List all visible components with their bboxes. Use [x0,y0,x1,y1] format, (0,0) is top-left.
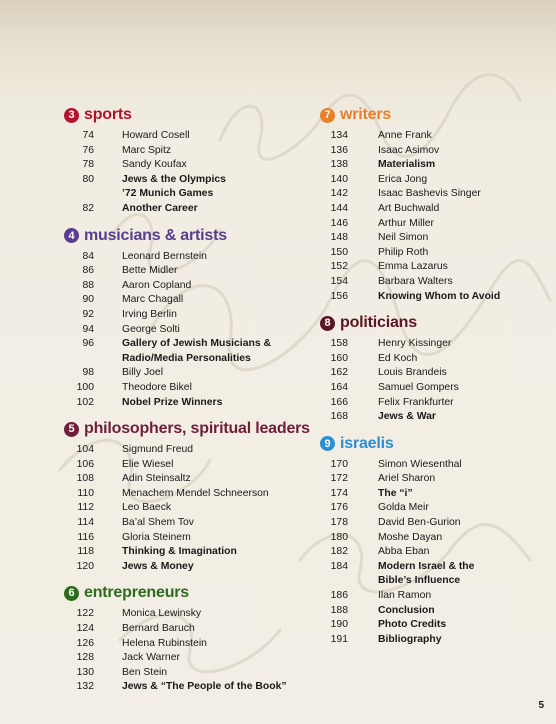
entry-page-number: 144 [330,202,348,214]
toc-entry[interactable] [320,144,550,159]
toc-entry[interactable] [320,501,550,516]
entry-title [94,337,314,366]
entry-title-line: Bibliography [378,633,442,645]
entry-page-number: 156 [330,290,348,302]
entry-title [94,651,314,666]
entry-page-number: 122 [76,608,94,620]
entry-title-line: David Ben-Gurion [378,517,461,529]
toc-entry[interactable] [64,250,314,265]
toc-entry[interactable] [64,516,314,531]
section-number-badge: 7 [320,108,335,123]
entry-title [348,501,550,516]
entry-title [348,366,550,381]
toc-entry[interactable] [64,144,314,159]
entry-title [348,158,550,173]
entry-title [94,323,314,338]
toc-entry[interactable] [320,381,550,396]
entry-page-number: 108 [76,473,94,485]
toc-entry[interactable] [320,472,550,487]
entry-title [94,560,314,575]
section-title: writers [340,106,392,123]
entry-page-number: 154 [330,275,348,287]
entry-title [94,129,314,144]
entry-title [348,217,550,232]
toc-entry[interactable] [320,275,550,290]
entry-title-line: Monica Lewinsky [122,608,202,620]
entry-title-line: Elie Wiesel [122,458,174,470]
entry-title [348,516,550,531]
entry-title [348,202,550,217]
section-number-badge: 5 [64,422,79,437]
entry-page-number: 96 [82,338,94,350]
section-heading [64,582,314,604]
entry-page-number: 106 [76,458,94,470]
entry-title-line: Howard Cosell [122,130,190,141]
entry-title [348,290,550,305]
toc-entry[interactable] [64,666,314,681]
entry-page-number: 110 [77,487,94,499]
entry-page-number: 86 [82,265,94,277]
entry-title [94,264,314,279]
entry-title-line: Ariel Sharon [378,473,436,485]
entry-title [94,622,314,637]
toc-entry[interactable] [64,337,314,366]
entry-title [348,531,550,546]
entry-page-number: 120 [76,560,94,572]
toc-entry[interactable] [320,589,550,604]
entry-title [348,458,550,473]
toc-entry[interactable] [320,487,550,502]
entry-page-number: 132 [76,681,94,693]
toc-entry[interactable] [64,129,314,144]
entry-page-number: 150 [330,246,348,258]
toc-entry[interactable] [64,531,314,546]
entry-title [94,173,314,202]
toc-entry[interactable] [64,622,314,637]
section-heading [320,104,550,126]
entry-title-line: Jews & the Olympics [122,173,226,185]
entry-page-number: 104 [76,444,94,456]
entry-title [94,516,314,531]
toc-entry[interactable] [320,173,550,188]
entry-title [348,604,550,619]
toc-entry[interactable] [320,458,550,473]
toc-entry[interactable] [320,545,550,560]
toc-entry[interactable] [64,487,314,502]
entry-title [348,231,550,246]
toc-section [64,225,314,411]
entry-title-line: Ben Stein [122,666,168,678]
toc-entry[interactable] [320,396,550,411]
entry-page-number: 130 [76,666,94,678]
entry-title-line: Ed Koch [378,352,418,364]
entry-title-line: Helena Rubinstein [122,637,207,649]
entry-page-number: 118 [77,546,94,558]
entry-page-number: 160 [330,352,348,364]
toc-entry[interactable] [64,545,314,560]
left-column [64,104,314,703]
entry-title-line: Abba Eban [378,546,430,558]
toc-entry[interactable] [320,246,550,261]
entry-title [94,366,314,381]
entry-title [94,487,314,502]
entry-page-number: 178 [330,517,348,529]
entry-title-line: Louis Brandeis [378,367,447,379]
toc-entry[interactable] [64,472,314,487]
section-title: politicians [340,314,417,332]
toc-entry[interactable] [64,381,314,396]
toc-section [320,104,550,304]
toc-entry[interactable] [320,158,550,173]
entry-title-line: Conclusion [378,604,435,616]
entry-title-line: Arthur Miller [378,217,435,229]
section-number-badge: 9 [320,436,335,451]
entry-title [348,129,550,144]
toc-entry[interactable] [320,618,550,633]
toc-entry[interactable] [320,337,550,352]
toc-entry[interactable] [64,366,314,381]
entry-title [348,487,550,502]
entry-page-number: 112 [77,502,94,514]
toc-entry[interactable] [64,308,314,323]
entry-title [94,308,314,323]
entry-page-number: 184 [330,560,348,572]
entry-title [94,545,314,560]
right-column [320,104,550,655]
entry-title [94,472,314,487]
entry-title-line: Radio/Media Personalities [122,352,251,364]
toc-entry[interactable] [64,637,314,652]
entry-page-number: 190 [330,619,348,631]
entry-title [94,158,314,173]
section-heading [64,418,314,440]
toc-entry[interactable] [320,352,550,367]
toc-entry[interactable] [64,458,314,473]
entry-page-number: 164 [330,381,348,393]
entry-page-number: 126 [76,637,94,649]
section-number-badge: 3 [64,108,79,123]
entry-title-line: Photo Credits [378,619,447,631]
entry-title-line: Henry Kissinger [378,338,452,350]
toc-entry[interactable] [64,651,314,666]
entry-title-line: Jack Warner [122,652,180,664]
entry-title-line: Materialism [378,159,436,171]
entry-page-number: 114 [77,517,94,529]
section-heading [64,225,314,247]
entry-title-line: Jews & “The People of the Book” [122,681,287,693]
entry-title-line: Art Buchwald [378,202,440,214]
entry-title-line: Bible’s Influence [378,575,461,587]
toc-entry[interactable] [64,443,314,458]
entry-title-line: Emma Lazarus [378,261,448,273]
toc-entry[interactable] [64,264,314,279]
entry-title [94,531,314,546]
entry-title [348,381,550,396]
entry-page-number: 142 [330,188,348,200]
section-title: israelis [340,434,394,452]
entry-title-line: Philip Roth [378,246,429,258]
toc-section [64,104,314,217]
entry-title-line: George Solti [122,323,180,335]
toc-entry[interactable] [64,680,314,695]
entry-page-number: 136 [330,144,348,156]
entry-title-line: Sigmund Freud [122,444,194,456]
entry-title-line: Knowing Whom to Avoid [378,290,501,302]
toc-entry[interactable] [64,173,314,202]
entry-title-line: ’72 Munich Games [122,188,214,200]
entry-title-line: Ba’al Shem Tov [122,517,195,529]
entry-title-line: Marc Chagall [122,294,184,306]
entry-page-number: 162 [330,367,348,379]
entry-title-line: Billy Joel [122,367,163,379]
entry-title-line: Anne Frank [378,130,432,141]
entry-page-number: 180 [330,531,348,543]
entry-title [94,637,314,652]
toc-entry[interactable] [64,323,314,338]
section-title: musicians & artists [84,226,227,244]
entry-title-line: Aaron Copland [122,279,192,291]
entry-title-line: Irving Berlin [122,308,177,320]
entry-page-number: 116 [77,531,94,543]
entry-title-line: Leonard Bernstein [122,250,207,262]
entry-page-number: 98 [82,367,94,379]
section-title: entrepreneurs [84,584,189,602]
entry-page-number: 152 [330,261,348,273]
toc-entry[interactable] [320,260,550,275]
entry-title [348,173,550,188]
entry-title-line: Samuel Gompers [378,381,459,393]
toc-entry[interactable] [320,187,550,202]
entry-title [348,187,550,202]
entry-title [348,396,550,411]
toc-entry[interactable] [320,366,550,381]
entry-title-line: Neil Simon [378,232,429,244]
entry-title-line: Thinking & Imagination [122,546,237,558]
entry-page-number: 170 [330,458,348,470]
toc-entry[interactable] [320,560,550,589]
entry-title-line: Gallery of Jewish Musicians & [122,338,271,350]
toc-entry[interactable] [320,129,550,144]
toc-entry[interactable] [320,217,550,232]
entry-title-line: Marc Spitz [122,144,172,156]
entry-page-number: 80 [82,173,94,185]
entry-page-number: 94 [82,323,94,335]
entry-title [94,293,314,308]
entry-title [94,607,314,622]
entry-title [94,680,314,695]
entry-title-line: Bette Midler [122,265,178,277]
toc-entry[interactable] [320,633,550,648]
entry-page-number: 182 [330,546,348,558]
toc-entry[interactable] [64,202,314,217]
entry-page-number: 124 [76,623,94,635]
entry-title [94,443,314,458]
entry-page-number: 128 [76,652,94,664]
entry-title [94,250,314,265]
entry-title-line: Modern Israel & the [378,560,475,572]
entry-title-line: Erica Jong [378,173,428,185]
entry-title-line: Nobel Prize Winners [122,396,223,408]
entry-title-line: Another Career [122,202,198,214]
entry-title-line: Simon Wiesenthal [378,458,462,470]
entry-title-line: Isaac Asimov [378,144,440,156]
toc-entry[interactable] [64,560,314,575]
toc-entry[interactable] [320,516,550,531]
entry-title [94,666,314,681]
toc-entry[interactable] [320,410,550,425]
entry-title-line: Bernard Baruch [122,623,195,635]
entry-title-line: Jews & War [378,411,436,423]
entry-page-number: 176 [330,502,348,514]
entry-page-number: 90 [82,294,94,306]
entry-page-number: 148 [330,232,348,244]
section-number-badge: 8 [320,316,335,331]
entry-title [94,458,314,473]
toc-entry[interactable] [64,396,314,411]
entry-title-line: Menachem Mendel Schneerson [122,487,269,499]
entry-title-line: Adin Steinsaltz [122,473,191,485]
entry-title [94,144,314,159]
entry-title-line: Ilan Ramon [378,590,432,602]
toc-section [64,582,314,695]
toc-entry[interactable] [64,501,314,516]
entry-title-line: Isaac Bashevis Singer [378,188,481,200]
entry-title [348,337,550,352]
entry-title [348,144,550,159]
section-number-badge: 6 [64,586,79,601]
entry-title [94,202,314,217]
entry-page-number: 174 [330,487,348,499]
entry-page-number: 76 [82,144,94,156]
entry-page-number: 100 [76,381,94,393]
entry-page-number: 138 [330,159,348,171]
entry-title [348,275,550,290]
entry-title [94,279,314,294]
entry-title [348,472,550,487]
entry-title [348,633,550,648]
entry-page-number: 78 [82,159,94,171]
toc-section [64,418,314,574]
entry-title-line: The “i” [378,487,413,499]
entry-page-number: 74 [82,130,94,141]
entry-page-number: 172 [330,473,348,485]
toc-entry[interactable] [320,531,550,546]
toc-entry[interactable] [64,293,314,308]
entry-page-number: 146 [330,217,348,229]
entry-page-number: 82 [82,202,94,214]
section-heading [320,312,550,334]
entry-page-number: 186 [330,590,348,602]
entry-page-number: 92 [82,308,94,320]
entry-page-number: 84 [82,250,94,262]
entry-page-number: 134 [330,130,348,141]
entry-title-line: Sandy Koufax [122,159,187,171]
toc-entry[interactable] [64,279,314,294]
entry-title [348,545,550,560]
section-heading [320,433,550,455]
entry-title [348,589,550,604]
entry-title-line: Moshe Dayan [378,531,443,543]
entry-title [348,410,550,425]
entry-title-line: Gloria Steinem [122,531,191,543]
entry-page-number: 88 [82,279,94,291]
entry-page-number: 168 [330,411,348,423]
entry-page-number: 188 [330,604,348,616]
section-title: philosophers, spiritual leaders [84,420,310,438]
section-number-badge: 4 [64,228,79,243]
entry-title [348,352,550,367]
toc-section [320,312,550,425]
entry-title-line: Theodore Bikel [122,381,192,393]
entry-title-line: Felix Frankfurter [378,396,454,408]
entry-page-number: 140 [330,173,348,185]
entry-title [348,618,550,633]
section-title: sports [84,106,132,123]
entry-title-line: Leo Baeck [122,502,172,514]
toc-entry[interactable] [64,607,314,622]
entry-title [348,560,550,589]
entry-title [94,396,314,411]
toc-entry[interactable] [320,231,550,246]
entry-title-line: Jews & Money [122,560,194,572]
entry-title [94,381,314,396]
section-heading [64,104,314,126]
page-number: 5 [538,700,544,711]
entry-page-number: 191 [330,633,348,645]
toc-entry[interactable] [320,290,550,305]
toc-entry[interactable] [320,604,550,619]
entry-title [348,260,550,275]
toc-section [320,433,550,648]
entry-title-line: Barbara Walters [378,275,453,287]
entry-page-number: 102 [76,396,94,408]
entry-page-number: 158 [330,338,348,350]
toc-entry[interactable] [320,202,550,217]
entry-page-number: 166 [330,396,348,408]
entry-title [94,501,314,516]
entry-title-line: Golda Meir [378,502,429,514]
toc-entry[interactable] [64,158,314,173]
entry-title [348,246,550,261]
